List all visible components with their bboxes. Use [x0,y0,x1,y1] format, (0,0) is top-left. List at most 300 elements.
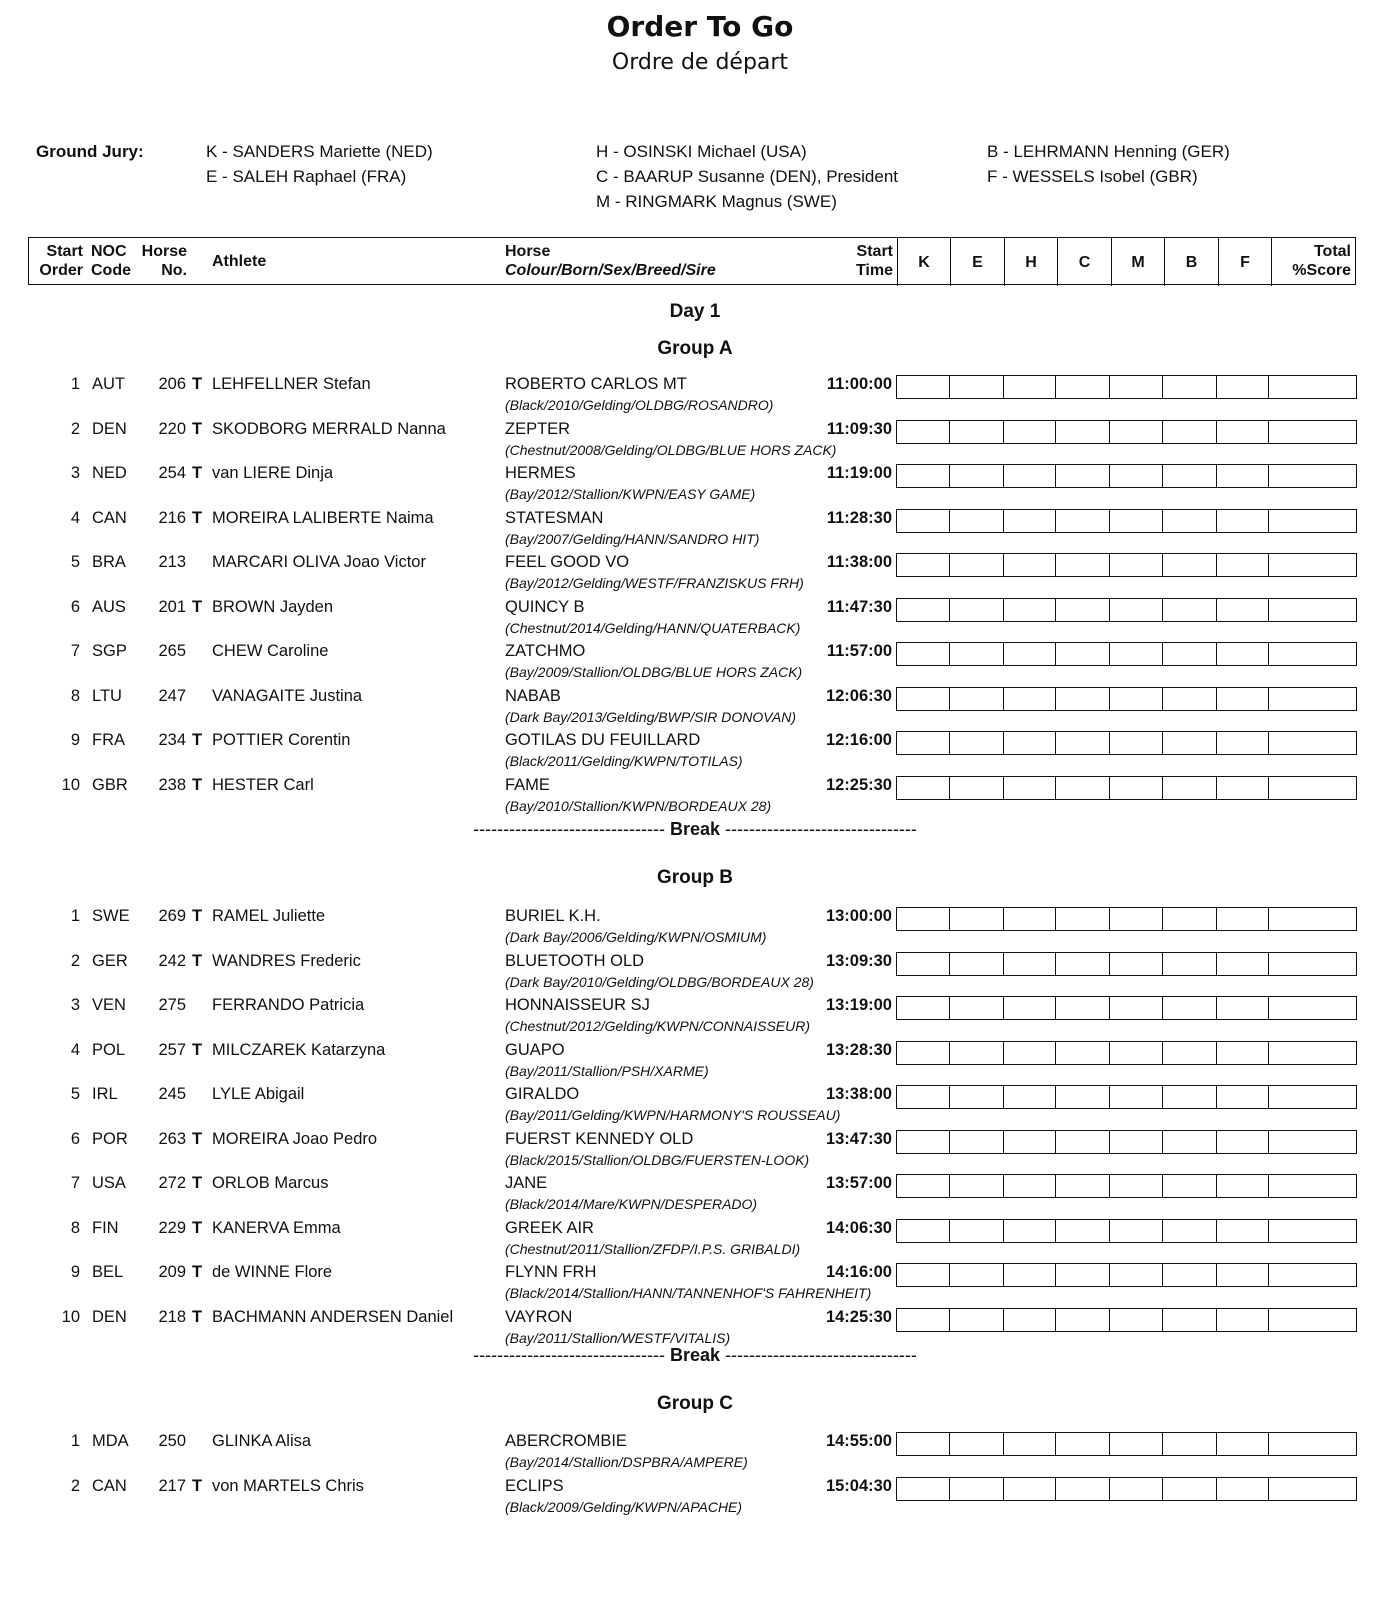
header-judge-h: H [1004,238,1057,286]
athlete-name: SKODBORG MERRALD Nanna [212,420,446,438]
score-total-box [1269,732,1356,754]
horse-details: (Chestnut/2012/Gelding/KWPN/CONNAISSEUR) [505,1018,810,1034]
ground-jury-label: Ground Jury: [36,142,144,161]
score-k-box [897,997,950,1019]
noc-code: BRA [92,553,126,571]
score-k-box [897,908,950,930]
score-f-box [1217,997,1270,1019]
horse-name: BURIEL K.H. [505,907,601,925]
score-m-box [1110,777,1163,799]
score-e-box [950,1086,1004,1108]
score-boxes [896,464,1357,488]
start-time: 12:25:30 [825,776,892,794]
score-e-box [950,1042,1004,1064]
score-boxes [896,1174,1357,1198]
score-f-box [1217,1433,1270,1455]
start-time: 13:38:00 [825,1085,892,1103]
horse-details: (Black/2010/Gelding/OLDBG/ROSANDRO) [505,397,774,413]
score-k-box [897,1433,950,1455]
score-e-box [950,1433,1004,1455]
athlete-name: BACHMANN ANDERSEN Daniel [212,1308,454,1326]
score-b-box [1163,643,1217,665]
team-marker: T [192,1477,203,1495]
horse-name: ECLIPS [505,1477,564,1495]
score-b-box [1163,1086,1217,1108]
start-order: 2 [70,420,80,438]
score-f-box [1217,1042,1270,1064]
score-c-box [1056,376,1110,398]
start-order: 5 [70,553,80,571]
header-judge-e: E [950,238,1004,286]
horse-name: FEEL GOOD VO [505,553,630,571]
start-time: 13:47:30 [825,1130,892,1148]
score-m-box [1110,1131,1163,1153]
score-boxes [896,776,1357,800]
horse-number: 229 [158,1219,186,1237]
start-time: 13:00:00 [825,907,892,925]
athlete-name: MOREIRA LALIBERTE Naima [212,509,434,527]
table-row [0,1039,1400,1083]
score-b-box [1163,510,1217,532]
score-boxes [896,1130,1357,1154]
table-row [0,596,1400,640]
horse-name: NABAB [505,687,561,705]
horse-details: (Bay/2009/Stallion/OLDBG/BLUE HORS ZACK) [505,664,803,680]
score-b-box [1163,1478,1217,1500]
score-total-box [1269,1175,1356,1197]
score-m-box [1110,1086,1163,1108]
horse-details: (Bay/2011/Stallion/PSH/XARME) [505,1063,709,1079]
horse-details: (Chestnut/2011/Stallion/ZFDP/I.P.S. GRIBALDI) [505,1241,801,1257]
score-k-box [897,1042,950,1064]
horse-details: (Bay/2012/Stallion/KWPN/EASY GAME) [505,486,756,502]
score-b-box [1163,1042,1217,1064]
athlete-name: van LIERE Dinja [212,464,334,482]
score-m-box [1110,732,1163,754]
athlete-name: von MARTELS Chris [212,1477,364,1495]
start-time: 14:16:00 [825,1263,892,1281]
jury-member: M - RINGMARK Magnus (SWE) [596,192,837,211]
score-h-box [1004,1264,1057,1286]
score-k-box [897,554,950,576]
score-e-box [950,465,1004,487]
score-f-box [1217,777,1270,799]
score-e-box [950,1264,1004,1286]
score-h-box [1004,554,1057,576]
score-e-box [950,421,1004,443]
table-row [0,1172,1400,1216]
score-c-box [1056,1478,1110,1500]
noc-code: NED [92,464,127,482]
score-m-box [1110,1264,1163,1286]
jury-column-3 [987,139,1230,189]
jury-member: H - OSINSKI Michael (USA) [596,142,807,161]
team-marker: T [192,598,203,616]
noc-code: POR [92,1130,128,1148]
score-f-box [1217,1309,1270,1331]
score-b-box [1163,1309,1217,1331]
score-h-box [1004,1175,1057,1197]
score-f-box [1217,908,1270,930]
score-boxes [896,509,1357,533]
noc-code: BEL [92,1263,124,1281]
horse-details: (Dark Bay/2013/Gelding/BWP/SIR DONOVAN) [505,709,796,725]
horse-details: (Bay/2011/Gelding/KWPN/HARMONY'S ROUSSEAU) [505,1107,841,1123]
score-boxes [896,642,1357,666]
page-title: Order To Go [606,10,794,43]
score-c-box [1056,1433,1110,1455]
start-order: 2 [70,1477,80,1495]
score-b-box [1163,1131,1217,1153]
score-k-box [897,465,950,487]
team-marker: T [192,375,203,393]
score-f-box [1217,732,1270,754]
athlete-name: KANERVA Emma [212,1219,341,1237]
horse-name: FUERST KENNEDY OLD [505,1130,694,1148]
table-row [0,462,1400,506]
start-order: 2 [70,952,80,970]
team-marker: T [192,776,203,794]
score-e-box [950,643,1004,665]
start-time: 11:09:30 [826,420,892,438]
team-marker: T [192,420,203,438]
score-total-box [1269,953,1356,975]
score-boxes [896,687,1357,711]
header-horse-no: Horse No. [141,243,187,279]
header-start-order: Start Order [39,243,83,279]
horse-number: 234 [158,731,186,749]
start-order: 5 [70,1085,80,1103]
start-order: 7 [70,1174,80,1192]
score-c-box [1056,554,1110,576]
score-c-box [1056,908,1110,930]
start-order: 7 [70,642,80,660]
horse-name: ZATCHMO [505,642,586,660]
score-total-box [1269,908,1356,930]
break-separator [0,819,1390,840]
horse-name: VAYRON [505,1308,573,1326]
score-h-box [1004,777,1057,799]
score-boxes [896,1477,1357,1501]
break-dashes-right: -------------------------------- [725,819,917,839]
start-time: 12:16:00 [825,731,892,749]
score-m-box [1110,997,1163,1019]
horse-number: 275 [158,996,186,1014]
score-k-box [897,599,950,621]
score-m-box [1110,908,1163,930]
horse-number: 217 [158,1477,186,1495]
horse-number: 245 [158,1085,186,1103]
score-m-box [1110,1433,1163,1455]
score-c-box [1056,1309,1110,1331]
score-f-box [1217,1220,1270,1242]
score-e-box [950,777,1004,799]
score-e-box [950,732,1004,754]
start-time: 13:19:00 [825,996,892,1014]
header-total-score: Total %Score [1271,238,1355,286]
athlete-name: LEHFELLNER Stefan [212,375,371,393]
start-order: 4 [70,509,80,527]
start-order: 6 [70,1130,80,1148]
athlete-name: LYLE Abigail [212,1085,305,1103]
athlete-name: WANDRES Frederic [212,952,361,970]
score-b-box [1163,421,1217,443]
start-order: 1 [70,375,80,393]
score-c-box [1056,1175,1110,1197]
header-noc-code: NOC Code [91,243,131,279]
noc-code: POL [92,1041,126,1059]
horse-number: 265 [158,642,186,660]
score-c-box [1056,1042,1110,1064]
horse-details: (Chestnut/2014/Gelding/HANN/QUATERBACK) [505,620,801,636]
start-order: 9 [70,1263,80,1281]
noc-code: CAN [92,1477,127,1495]
score-b-box [1163,908,1217,930]
score-b-box [1163,554,1217,576]
header-athlete: Athlete [212,253,267,270]
noc-code: AUT [92,375,125,393]
score-e-box [950,1309,1004,1331]
score-boxes [896,996,1357,1020]
horse-name: QUINCY B [505,598,585,616]
start-time: 13:57:00 [825,1174,892,1192]
score-h-box [1004,953,1057,975]
score-f-box [1217,1264,1270,1286]
score-k-box [897,510,950,532]
table-row [0,640,1400,684]
break-label: Break [669,1345,721,1365]
score-c-box [1056,421,1110,443]
score-b-box [1163,376,1217,398]
horse-name: HERMES [505,464,576,482]
horse-number: 263 [158,1130,186,1148]
score-total-box [1269,777,1356,799]
start-time: 11:38:00 [826,553,892,571]
score-m-box [1110,953,1163,975]
athlete-name: ORLOB Marcus [212,1174,329,1192]
score-boxes [896,420,1357,444]
score-k-box [897,376,950,398]
score-h-box [1004,1086,1057,1108]
score-h-box [1004,1433,1057,1455]
start-time: 11:19:00 [826,464,892,482]
horse-details: (Black/2014/Mare/KWPN/DESPERADO) [505,1196,758,1212]
noc-code: FRA [92,731,125,749]
break-label: Break [669,819,721,839]
horse-name: GOTILAS DU FEUILLARD [505,731,701,749]
score-total-box [1269,643,1356,665]
horse-number: 220 [158,420,186,438]
table-row [0,729,1400,773]
athlete-name: MOREIRA Joao Pedro [212,1130,378,1148]
score-f-box [1217,688,1270,710]
horse-number: 206 [158,375,186,393]
score-h-box [1004,1478,1057,1500]
score-k-box [897,732,950,754]
team-marker: T [192,907,203,925]
horse-number: 250 [158,1432,186,1450]
noc-code: GER [92,952,128,970]
table-row [0,950,1400,994]
score-boxes [896,952,1357,976]
horse-number: 269 [158,907,186,925]
start-time: 13:09:30 [825,952,892,970]
start-time: 14:55:00 [825,1432,892,1450]
score-total-box [1269,465,1356,487]
start-order: 3 [70,996,80,1014]
score-m-box [1110,688,1163,710]
score-total-box [1269,554,1356,576]
score-m-box [1110,510,1163,532]
header-judge-m: M [1111,238,1164,286]
score-h-box [1004,997,1057,1019]
start-order: 8 [70,1219,80,1237]
score-h-box [1004,1309,1057,1331]
athlete-name: FERRANDO Patricia [212,996,365,1014]
athlete-name: VANAGAITE Justina [212,687,363,705]
horse-number: 201 [158,598,186,616]
jury-member: F - WESSELS Isobel (GBR) [987,167,1198,186]
noc-code: SGP [92,642,127,660]
score-c-box [1056,1264,1110,1286]
score-b-box [1163,997,1217,1019]
table-row [0,373,1400,417]
score-c-box [1056,643,1110,665]
score-f-box [1217,953,1270,975]
table-row [0,774,1400,818]
horse-details: (Black/2009/Gelding/KWPN/APACHE) [505,1499,743,1515]
score-e-box [950,1220,1004,1242]
table-row [0,418,1400,462]
score-b-box [1163,688,1217,710]
noc-code: USA [92,1174,126,1192]
score-b-box [1163,1220,1217,1242]
start-time: 11:57:00 [826,642,892,660]
score-f-box [1217,599,1270,621]
score-e-box [950,599,1004,621]
score-b-box [1163,465,1217,487]
score-k-box [897,777,950,799]
score-c-box [1056,510,1110,532]
athlete-name: MILCZAREK Katarzyna [212,1041,386,1059]
score-k-box [897,1220,950,1242]
horse-name: STATESMAN [505,509,604,527]
score-k-box [897,1131,950,1153]
score-e-box [950,688,1004,710]
score-m-box [1110,1478,1163,1500]
score-boxes [896,1219,1357,1243]
team-marker: T [192,509,203,527]
score-k-box [897,643,950,665]
noc-code: MDA [92,1432,129,1450]
score-c-box [1056,732,1110,754]
score-h-box [1004,599,1057,621]
jury-member: B - LEHRMANN Henning (GER) [987,142,1230,161]
group-heading: Group B [657,867,733,888]
score-m-box [1110,421,1163,443]
score-h-box [1004,421,1057,443]
horse-number: 213 [158,553,186,571]
horse-number: 257 [158,1041,186,1059]
score-total-box [1269,510,1356,532]
score-b-box [1163,1175,1217,1197]
header-judge-c: C [1057,238,1111,286]
score-k-box [897,421,950,443]
score-k-box [897,1264,950,1286]
noc-code: SWE [92,907,130,925]
horse-name: ZEPTER [505,420,571,438]
team-marker: T [192,1308,203,1326]
horse-details: (Chestnut/2008/Gelding/OLDBG/BLUE HORS ZACK) [505,442,837,458]
page-subtitle: Ordre de départ [611,50,789,75]
group-heading: Group C [657,1393,733,1414]
score-f-box [1217,376,1270,398]
athlete-name: POTTIER Corentin [212,731,351,749]
horse-name: JANE [505,1174,548,1192]
team-marker: T [192,1130,203,1148]
score-boxes [896,1308,1357,1332]
start-time: 11:47:30 [826,598,892,616]
horse-name: GUAPO [505,1041,565,1059]
score-boxes [896,1041,1357,1065]
noc-code: DEN [92,420,127,438]
score-h-box [1004,510,1057,532]
jury-column-2 [596,139,898,214]
horse-details: (Bay/2010/Stallion/KWPN/BORDEAUX 28) [505,798,772,814]
score-c-box [1056,1086,1110,1108]
score-m-box [1110,1220,1163,1242]
horse-name: GREEK AIR [505,1219,594,1237]
athlete-name: GLINKA Alisa [212,1432,312,1450]
score-e-box [950,376,1004,398]
noc-code: GBR [92,776,128,794]
score-m-box [1110,599,1163,621]
athlete-name: CHEW Caroline [212,642,329,660]
table-row [0,507,1400,551]
noc-code: IRL [92,1085,118,1103]
horse-name: HONNAISSEUR SJ [505,996,650,1014]
score-h-box [1004,1220,1057,1242]
score-total-box [1269,1220,1356,1242]
horse-details: (Dark Bay/2006/Gelding/KWPN/OSMIUM) [505,929,767,945]
table-row [0,1475,1400,1519]
score-boxes [896,1432,1357,1456]
break-dashes-right: -------------------------------- [725,1345,917,1365]
score-boxes [896,1263,1357,1287]
header-judge-f: F [1218,238,1271,286]
break-separator [0,1345,1390,1366]
header-judge-k: K [897,238,950,286]
athlete-name: HESTER Carl [212,776,314,794]
athlete-name: BROWN Jayden [212,598,334,616]
score-e-box [950,510,1004,532]
score-b-box [1163,953,1217,975]
score-e-box [950,1175,1004,1197]
header-judge-b: B [1164,238,1218,286]
start-time: 12:06:30 [825,687,892,705]
score-c-box [1056,777,1110,799]
score-f-box [1217,510,1270,532]
table-row [0,551,1400,595]
start-order: 1 [70,907,80,925]
team-marker: T [192,731,203,749]
score-m-box [1110,1042,1163,1064]
table-row [0,1083,1400,1127]
score-k-box [897,1175,950,1197]
score-f-box [1217,465,1270,487]
score-h-box [1004,465,1057,487]
score-f-box [1217,421,1270,443]
